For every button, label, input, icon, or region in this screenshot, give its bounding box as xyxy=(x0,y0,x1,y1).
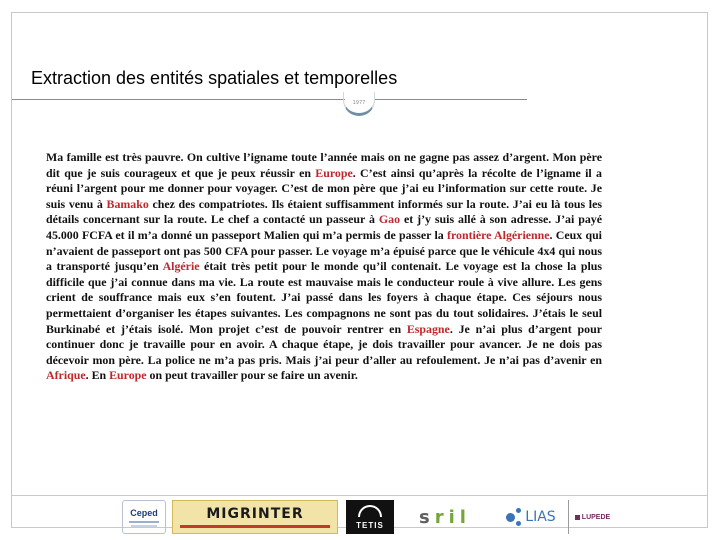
slide-number: 1977 xyxy=(352,99,366,106)
narrative-segment: et j’y suis allé à son adresse. J’ai payé 45.000 FCFA et il m’a donné un passeport Malien qui m’a permis de passer la xyxy=(46,212,602,242)
spatial-entity: Europe xyxy=(315,165,353,180)
lias-logo-text: LIAS xyxy=(525,509,556,525)
lias-dots-icon xyxy=(506,507,522,527)
footer-divider xyxy=(11,495,708,496)
spatial-entity: Espagne xyxy=(406,321,450,336)
spatial-entity: frontière Algérienne xyxy=(446,227,550,242)
slide-title: Extraction des entités spatiales et temporelles xyxy=(31,68,398,88)
narrative-text xyxy=(46,150,602,384)
spatial-entity: Gao xyxy=(378,212,401,227)
sril-logo xyxy=(400,500,490,534)
narrative-segment: chez des compatriotes. Ils étaient suffisamment informés sur la route. J’ai eu là tous les détails concernant sur la route. Le chef a contacté un passeur à xyxy=(46,196,602,227)
narrative-segment: on peut travailler pour se faire un avenir. xyxy=(146,368,358,383)
spatial-entity: Europe xyxy=(109,368,147,383)
narrative-segment: était très petit pour le monde qu’il contenait. Le voyage est la chose la plus difficile que j’ai connue dans ma vie. La route est mauvaise mais le conducteur roule à vive allure. Les gens crient de souffrance mais eux s’en foutent. J’ai passé dans les foyers à chaque étape. Ces séjours nous permettaient d’organiser les étapes suivantes. Les compagnons ne sont pas du tout solidaires. J’étais le seul Burkinabé et j’étais isolé. Mon projet c’est de pouvoir rentrer en xyxy=(46,259,602,336)
tetis-logo-text: TETIS xyxy=(356,520,384,530)
migrinter-logo xyxy=(172,500,338,534)
spatial-entity: Bamako xyxy=(106,196,149,211)
title-divider-right xyxy=(374,99,527,100)
title-divider-left xyxy=(12,99,345,100)
migrinter-logo-text: MIGRINTER xyxy=(206,506,304,522)
narrative-segment: Ma famille est très pauvre. On cultive l’igname toute l’année mais on ne gagne pas assez d’argent. Mon père dit que je suis courageux et que je peux réussir en xyxy=(46,150,602,180)
tetis-logo xyxy=(346,500,394,534)
tetis-arc-icon xyxy=(358,505,382,517)
ceped-logo-text: Ceped xyxy=(130,507,158,518)
sril-logo-prefix: s xyxy=(419,506,435,528)
narrative-segment: . En xyxy=(85,368,110,383)
lupede-logo-text: LUPEDE xyxy=(581,513,611,521)
spatial-entity: Afrique xyxy=(46,368,86,383)
lias-logo xyxy=(500,500,562,534)
narrative-segment: . Ceux qui n’avaient de passeport ont pas 500 CFA pour passer. Le voyage m’a épuisé parce que le véhicule 4x4 qui nous a transporté jusqu’en xyxy=(46,227,602,274)
narrative-segment: . C’est ainsi qu’après la récolte de l’igname il a réuni l’argent pour me donner pour voyager. C’est de mon père que j’ai eu l’information sur cette route. Je suis venu à xyxy=(46,165,602,211)
ceped-logo xyxy=(122,500,166,534)
sril-logo-text: ril xyxy=(434,506,471,528)
lupede-logo xyxy=(568,500,616,534)
narrative-segment: . Je n’ai plus d’argent pour continuer donc je travaille pour en avoir. A chaque étape, je dois travailler pour avancer. Je ne dois pas décevoir mon père. La police ne m’a pas pris. Mais j’ai peur d’aller au refoulement. Je n’ai pas d’avenir en xyxy=(46,321,602,367)
spatial-entity: Algérie xyxy=(162,259,200,274)
lupede-square-icon xyxy=(575,515,580,520)
